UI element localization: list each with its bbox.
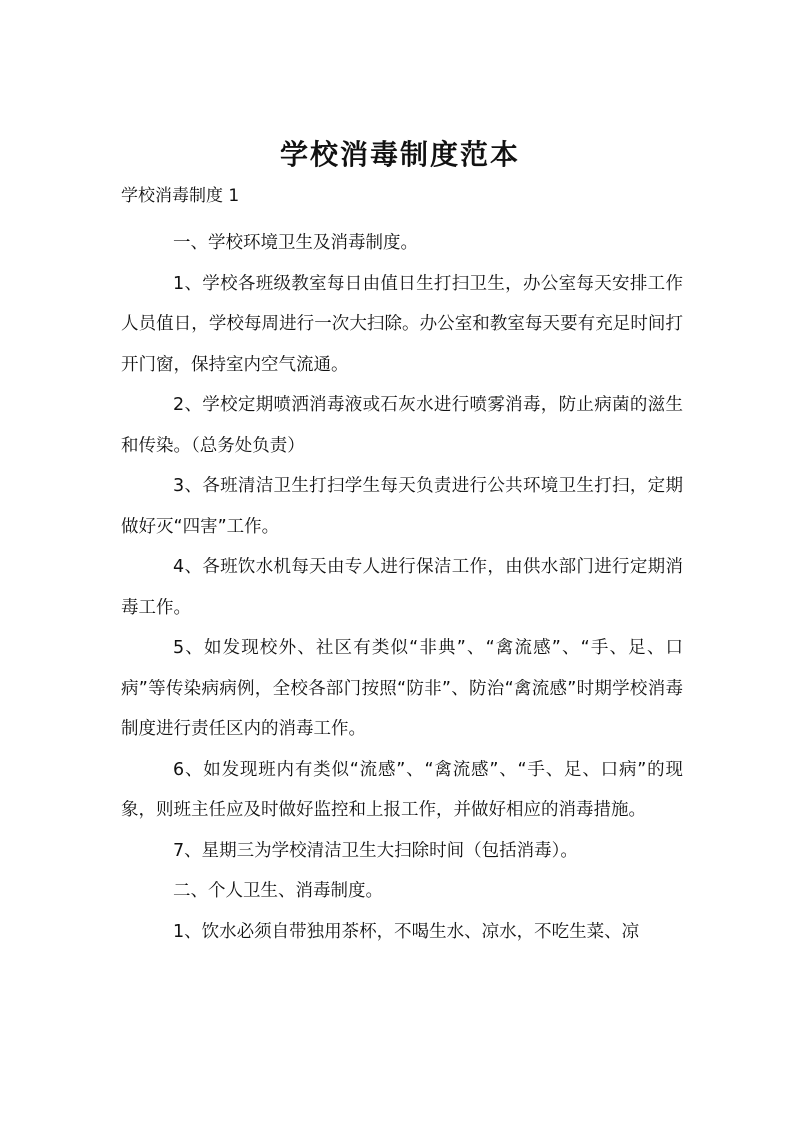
paragraph: 1、学校各班级教室每日由值日生打扫卫生，办公室每天安排工作人员值日，学校每周进行一次大扫除。办公室和教室每天要有充足时间打开门窗，保持室内空气流通。: [121, 273, 683, 375]
section-heading-2: 二、个人卫生、消毒制度。: [173, 881, 383, 901]
section-heading-1: 一、学校环境卫生及消毒制度。: [173, 233, 418, 253]
paragraph: 2、学校定期喷洒消毒液或石灰水进行喷雾消毒，防止病菌的滋生和传染。（总务处负责）: [121, 395, 683, 456]
paragraph: 5、如发现校外、社区有类似“非典”、“禽流感”、“手、足、口病”等传染病病例，全校各部门按照“防非”、防治“禽流感”时期学校消毒制度进行责任区内的消毒工作。: [121, 638, 683, 739]
paragraph: 6、如发现班内有类似“流感”、“禽流感”、“手、足、口病”的现象，则班主任应及时做好监控和上报工作，并做好相应的消毒措施。: [121, 759, 683, 820]
paragraph: 4、各班饮水机每天由专人进行保洁工作，由供水部门进行定期消毒工作。: [121, 557, 683, 618]
document-subtitle: 学校消毒制度 1: [121, 186, 240, 206]
paragraph: 3、各班清洁卫生打扫学生每天负责进行公共环境卫生打扫，定期做好灭“四害”工作。: [121, 476, 683, 537]
document-title: 学校消毒制度范本: [279, 137, 520, 171]
paragraph: 7、星期三为学校清洁卫生大扫除时间（包括消毒）。: [173, 840, 578, 861]
paragraph: 1、饮水必须自带独用茶杯，不喝生水、凉水，不吃生菜、凉: [173, 921, 640, 942]
document-body: [121, 223, 683, 952]
